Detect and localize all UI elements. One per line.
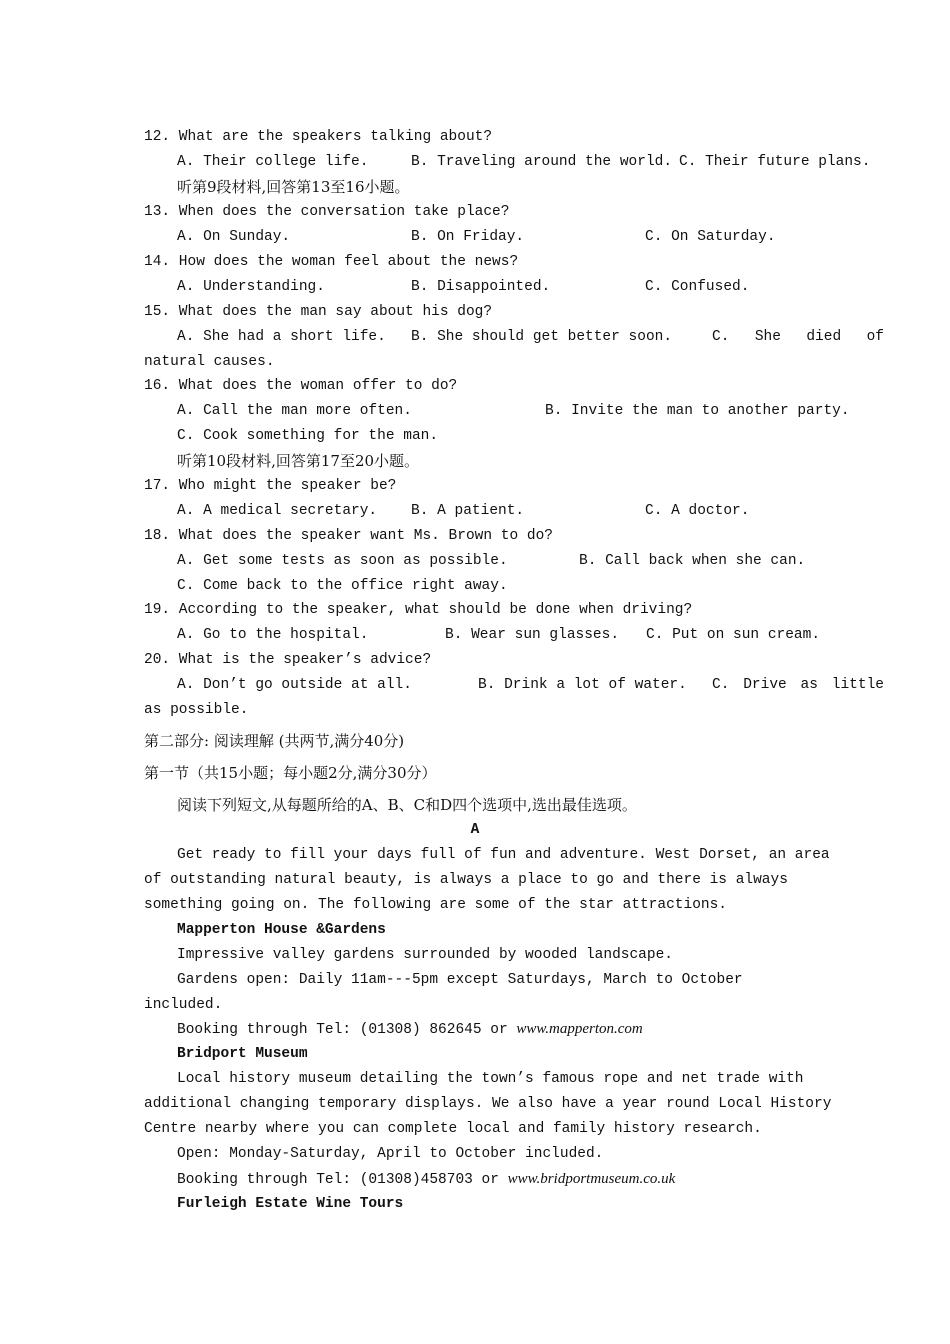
option-c: C. Put on sun cream.: [646, 627, 821, 643]
question-20-options: [177, 673, 884, 698]
option-b: B. Traveling around the world.: [411, 154, 673, 170]
option-a: A. Understanding.: [177, 279, 325, 295]
option-b: B. A patient.: [411, 503, 525, 519]
question-13-options: [177, 225, 884, 250]
bridport-title: Bridport Museum: [177, 1046, 308, 1062]
question-15-stem: 15. What does the man say about his dog?: [144, 304, 493, 320]
question-17-stem: 17. Who might the speaker be?: [144, 478, 397, 494]
option-a: A. Don’t go outside at all.: [177, 677, 412, 693]
option-b: B. Call back when she can.: [579, 553, 806, 569]
option-c: C. Cook something for the man.: [177, 428, 439, 444]
passage-letter: A: [470, 822, 480, 838]
option-b: B. Wear sun glasses.: [445, 627, 620, 643]
question-20-stem: 20. What is the speaker’s advice?: [144, 652, 432, 668]
option-a: A. A medical secretary.: [177, 503, 378, 519]
question-16-options: [177, 399, 884, 424]
mapperton-opening-hours: Gardens open: Daily 11am---5pm except Saturdays, March to October: [177, 972, 743, 988]
mapperton-opening-hours-cont: included.: [144, 997, 223, 1013]
option-c-continued: natural causes.: [144, 354, 275, 370]
passage-intro-line-3: something going on. The following are some of the star attractions.: [144, 897, 727, 913]
option-c: C. She died of: [712, 329, 884, 345]
reading-instruction: 阅读下列短文,从每题所给的A、B、C和D四个选项中,选出最佳选项。: [177, 796, 637, 814]
question-14-stem: 14. How does the woman feel about the news?: [144, 254, 519, 270]
option-a: A. Their college life.: [177, 154, 369, 170]
mapperton-title: Mapperton House &Gardens: [177, 922, 386, 938]
option-b: B. Drink a lot of water.: [478, 677, 687, 693]
bridport-website-link[interactable]: www.bridportmuseum.co.uk: [507, 1171, 676, 1187]
option-c: C. Their future plans.: [679, 154, 871, 170]
option-c-continued: as possible.: [144, 702, 249, 718]
question-18-stem: 18. What does the speaker want Ms. Brown to do?: [144, 528, 553, 544]
bridport-description-line-3: Centre nearby where you can complete local and family history research.: [144, 1121, 762, 1137]
passage-intro-line-2: of outstanding natural beauty, is always a place to go and there is always: [144, 872, 788, 888]
bridport-opening-hours: Open: Monday-Saturday, April to October included.: [177, 1146, 604, 1162]
question-14-options: [177, 275, 884, 300]
mapperton-booking: Booking through Tel: (01308) 862645 or www.mapperton.com: [177, 1021, 643, 1038]
question-16-stem: 16. What does the woman offer to do?: [144, 378, 458, 394]
passage-intro-line-1: Get ready to fill your days full of fun and adventure. West Dorset, an area: [177, 847, 830, 863]
section-10-instruction: 听第10段材料,回答第17至20小题。: [177, 452, 420, 470]
bridport-booking: Booking through Tel: (01308)458703 or www.bridportmuseum.co.uk: [177, 1171, 676, 1188]
option-c: C. Drive as little: [712, 677, 884, 693]
section-9-instruction: 听第9段材料,回答第13至16小题。: [177, 178, 410, 196]
option-b: B. On Friday.: [411, 229, 525, 245]
option-a: A. Go to the hospital.: [177, 627, 369, 643]
option-b: B. Invite the man to another party.: [545, 403, 850, 419]
question-19-options: [177, 623, 884, 648]
option-a: A. Call the man more often.: [177, 403, 412, 419]
option-b: B. She should get better soon.: [411, 329, 673, 345]
question-17-options: [177, 499, 884, 524]
furleigh-title: Furleigh Estate Wine Tours: [177, 1196, 404, 1212]
question-15-options: [177, 325, 884, 350]
option-a: A. She had a short life.: [177, 329, 386, 345]
question-12-stem: 12. What are the speakers talking about?: [144, 129, 493, 145]
bridport-description-line-1: Local history museum detailing the town’s famous rope and net trade with: [177, 1071, 804, 1087]
option-a: A. Get some tests as soon as possible.: [177, 553, 508, 569]
section-1-heading: 第一节（共15小题；每小题2分,满分30分）: [144, 764, 437, 782]
option-c: C. Come back to the office right away.: [177, 578, 508, 594]
question-12-options: [177, 150, 884, 175]
question-18-options: [177, 549, 884, 574]
option-a: A. On Sunday.: [177, 229, 291, 245]
option-c: C. On Saturday.: [645, 229, 776, 245]
part-2-heading: 第二部分: 阅读理解 (共两节,满分40分): [144, 732, 405, 750]
option-b: B. Disappointed.: [411, 279, 551, 295]
question-19-stem: 19. According to the speaker, what should be done when driving?: [144, 602, 693, 618]
question-13-stem: 13. When does the conversation take place?: [144, 204, 510, 220]
option-c: C. Confused.: [645, 279, 750, 295]
bridport-description-line-2: additional changing temporary displays. We also have a year round Local History: [144, 1096, 832, 1112]
mapperton-website-link[interactable]: www.mapperton.com: [516, 1021, 643, 1037]
option-c: C. A doctor.: [645, 503, 750, 519]
mapperton-description: Impressive valley gardens surrounded by wooded landscape.: [177, 947, 673, 963]
